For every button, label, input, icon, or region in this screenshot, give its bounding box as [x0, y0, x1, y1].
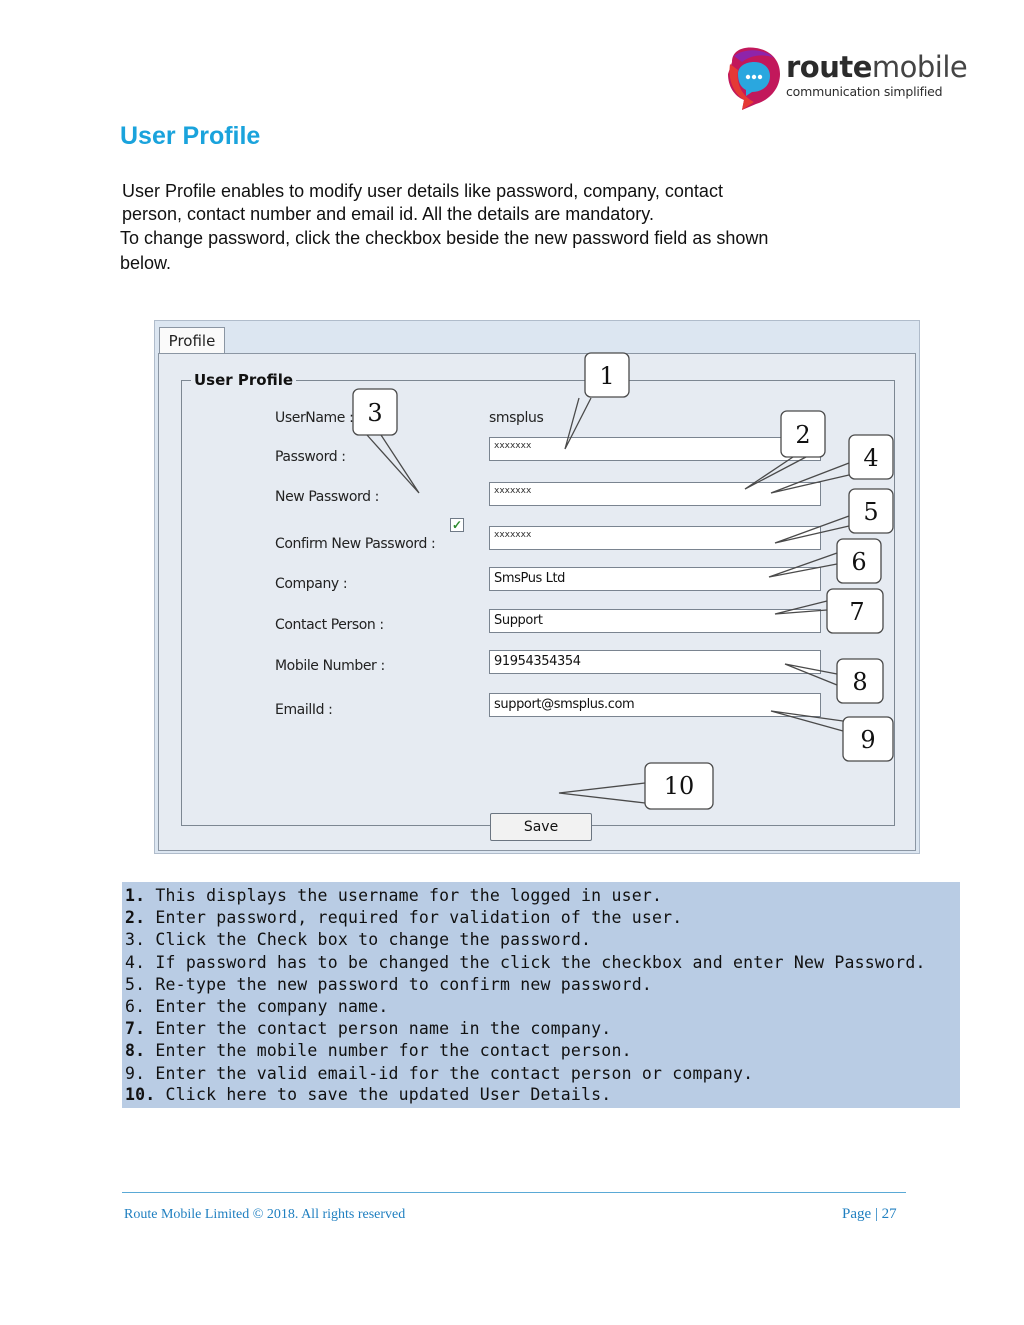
confirm-password-field[interactable]: xxxxxxx	[489, 526, 821, 550]
username-label: UserName :	[275, 410, 354, 426]
callout-3-number: 3	[367, 399, 383, 427]
password-field[interactable]: xxxxxxx	[489, 437, 821, 461]
step-1: 1. This displays the username for the logged in user.	[125, 886, 663, 905]
step-5: 5. Re-type the new password to confirm new password.	[125, 975, 652, 994]
step-9: 9. Enter the valid email-id for the contact person or company.	[125, 1064, 754, 1083]
intro-line-4: below.	[120, 253, 172, 273]
new-password-checkbox[interactable]: ✓	[451, 518, 463, 532]
intro-line-3: To change password, click the checkbox beside the new password field as shown	[120, 228, 769, 248]
group-title: User Profile	[191, 371, 296, 389]
logo-wordmark: routemobile	[786, 50, 968, 84]
callout-8-number: 8	[852, 668, 868, 696]
intro-line-1: User Profile enables to modify user details like password, company, contact	[122, 181, 723, 201]
contact-person-field[interactable]: Support	[489, 609, 821, 633]
password-label: Password :	[275, 449, 346, 465]
callout-9-pointer	[771, 711, 843, 731]
callout-overlay	[155, 321, 919, 853]
callout-7-number: 7	[849, 598, 865, 626]
callout-10-number: 10	[663, 772, 695, 800]
step-6: 6. Enter the company name.	[125, 997, 389, 1016]
intro-line-2: person, contact number and email id. All the details are mandatory.	[122, 204, 654, 224]
confirm-password-label: Confirm New Password :	[275, 536, 436, 552]
callout-2-number: 2	[795, 421, 811, 449]
callout-2-pointer	[745, 457, 806, 489]
footer-divider	[122, 1192, 906, 1193]
step-7: 7. Enter the contact person name in the company.	[125, 1019, 612, 1038]
username-value: smsplus	[489, 410, 544, 426]
save-button[interactable]: Save	[490, 813, 592, 841]
callout-9-number: 9	[860, 726, 876, 754]
callout-5-number: 5	[863, 498, 879, 526]
callout-7-pointer	[775, 601, 827, 614]
step-2: 2. Enter password, required for validation of the user.	[125, 908, 683, 927]
callout-5-pointer	[775, 516, 849, 543]
callout-3-pointer	[367, 435, 419, 493]
step-4: 4. If password has to be changed the click the checkbox and enter New Password.	[125, 953, 926, 972]
callout-1-number: 1	[599, 362, 615, 390]
email-label: EmailId :	[275, 702, 333, 718]
company-field[interactable]: SmsPus Ltd	[489, 567, 821, 591]
callout-10-pointer	[559, 783, 645, 803]
callout-4-pointer	[771, 463, 849, 493]
logo-tagline: communication simplified	[786, 84, 943, 99]
callout-8-pointer	[785, 664, 837, 685]
company-label: Company :	[275, 576, 348, 592]
route-mobile-logo	[724, 44, 968, 116]
step-3: 3. Click the Check box to change the password.	[125, 930, 592, 949]
logo-mark-icon	[724, 44, 786, 116]
callout-1-pointer	[565, 398, 591, 449]
profile-screenshot	[154, 320, 920, 854]
callout-4-number: 4	[863, 444, 879, 472]
page-title: User Profile	[120, 122, 261, 150]
step-10: 10. Click here to save the updated User Details.	[125, 1085, 612, 1104]
step-8: 8. Enter the mobile number for the contact person.	[125, 1041, 632, 1060]
tab-profile[interactable]: Profile	[159, 327, 225, 354]
footer-page-number: Page | 27	[842, 1206, 897, 1222]
steps-box	[122, 882, 960, 1108]
mobile-number-label: Mobile Number :	[275, 658, 385, 674]
callout-6-number: 6	[851, 548, 867, 576]
footer-copyright: Route Mobile Limited © 2018. All rights reserved	[124, 1207, 406, 1222]
new-password-field[interactable]: xxxxxxx	[489, 482, 821, 506]
new-password-label: New Password :	[275, 489, 379, 505]
callout-6-pointer	[769, 553, 837, 577]
contact-person-label: Contact Person :	[275, 617, 384, 633]
email-field[interactable]: support@smsplus.com	[489, 693, 821, 717]
mobile-number-field[interactable]: 91954354354	[489, 650, 821, 674]
